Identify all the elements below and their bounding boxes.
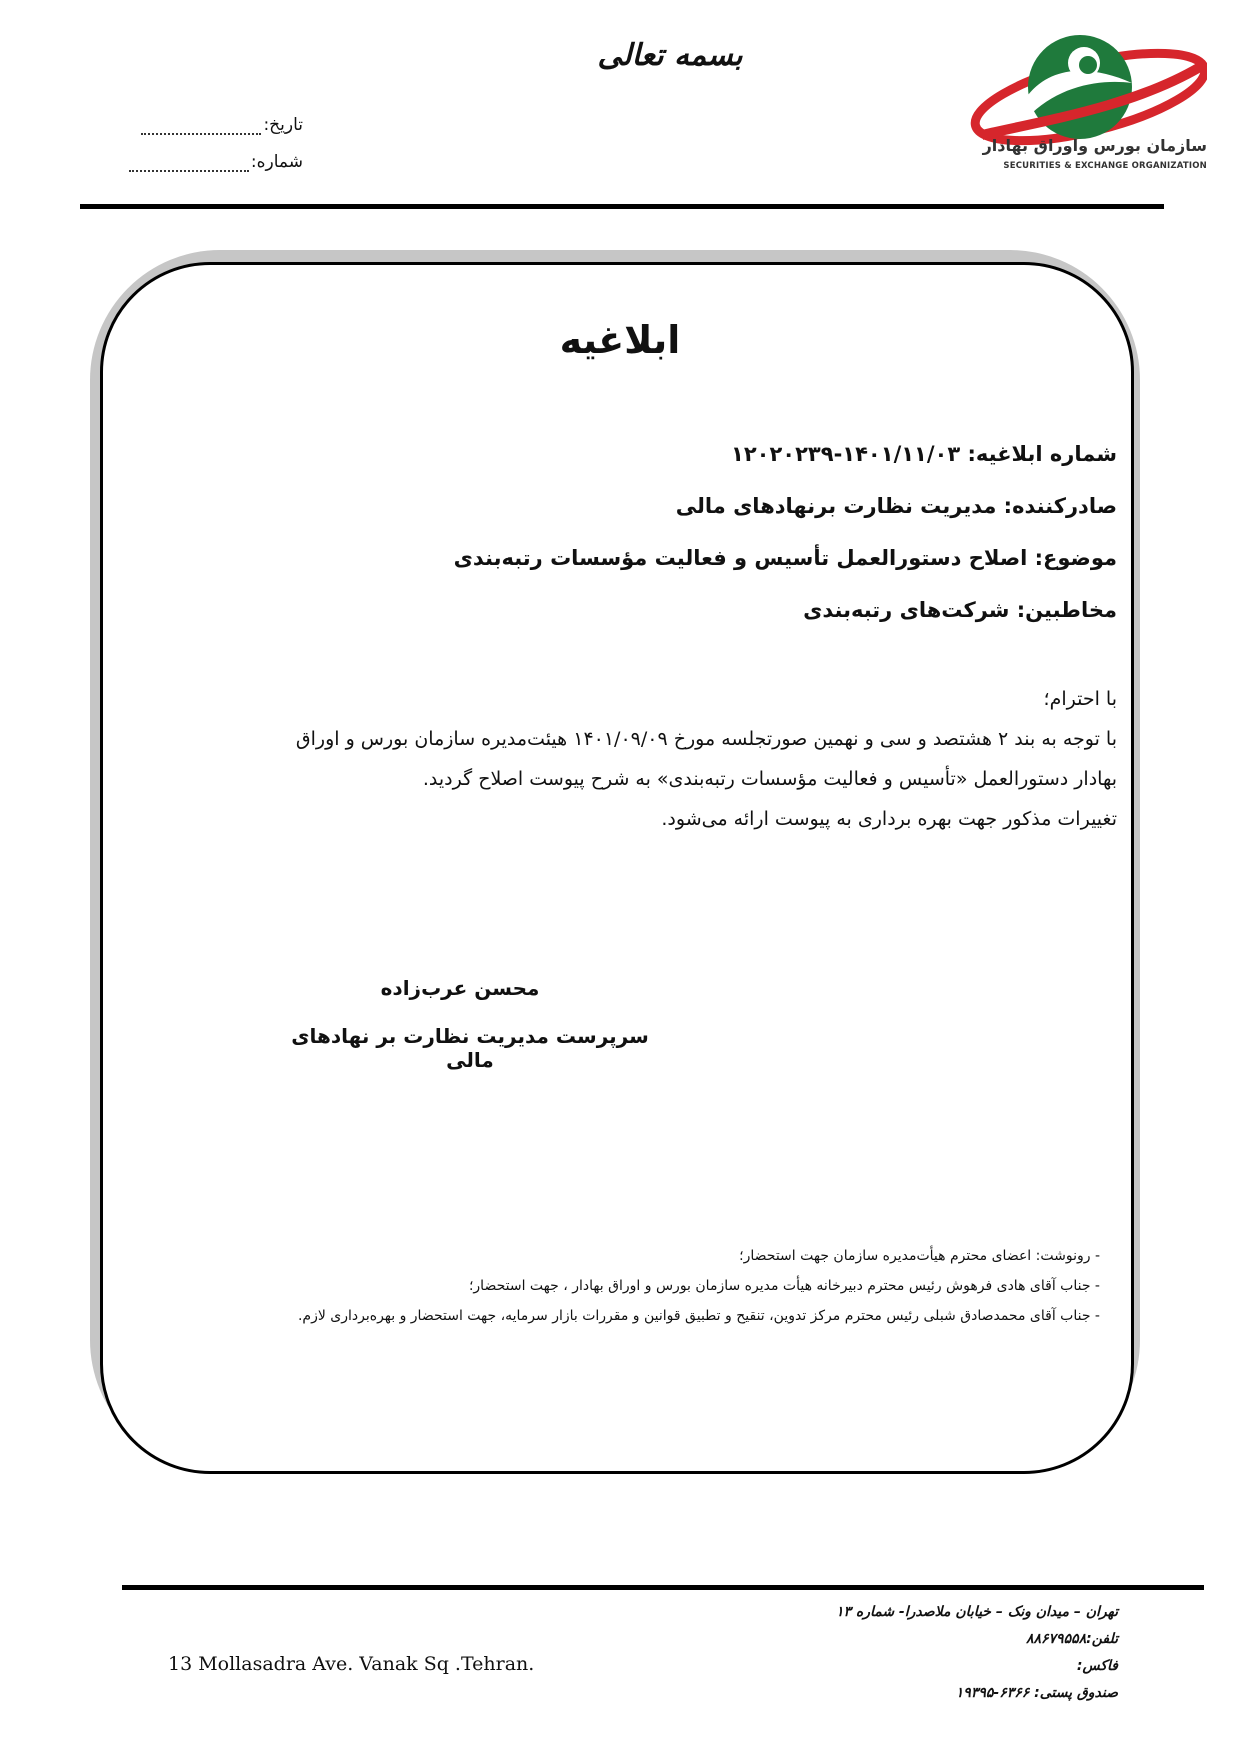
bismillah-heading: بسمه تعالی [597,38,743,73]
notice-number: شماره ابلاغیه: ۱۴۰۱/۱۱/۰۳-۱۲۰۲۰۲۳۹ [731,442,1117,466]
cc-item: - جناب آقای محمدصادق شبلی رئیس محترم مرکز تدوین، تنقیح و تطبیق قوانین و مقررات بازار سرمایه، جهت استحضار و بهره‌برداری لازم. [297,1308,1100,1324]
date-dotted-line [141,133,261,135]
number-dotted-line [129,170,249,172]
signatory-title: سرپرست مدیریت نظارت بر نهادهای مالی [291,1024,649,1072]
header-divider [80,204,1164,209]
date-label: تاریخ: [263,115,303,135]
footer-pobox: صندوق پستی: ۶۳۶۶-۱۹۳۹۵ [955,1685,1118,1701]
notice-issuer: صادرکننده: مدیریت نظارت برنهادهای مالی [675,494,1117,518]
footer-address-en: 13 Mollasadra Ave. Vanak Sq .Tehran. [168,1653,535,1675]
footer-phone: تلفن:۸۸۶۷۹۵۵۸ [1025,1631,1118,1647]
body-line: تغییرات مذکور جهت بهره برداری به پیوست ارائه می‌شود. [661,808,1117,830]
letter-number-label: شماره: [250,152,303,172]
cc-item: - جناب آقای هادی فرهوش رئیس محترم دبیرخانه هیأت مدیره سازمان بورس و اوراق بهادار ، جهت استحضار؛ [468,1278,1100,1294]
body-greeting: با احترام؛ [1043,688,1117,710]
date-field [128,115,303,135]
signatory-name: محسن عرب‌زاده [380,976,540,1000]
body-line: بهادار دستورالعمل «تأسیس و فعالیت مؤسسات رتبه‌بندی» به شرح پیوست اصلاح گردید. [422,768,1117,790]
notice-subject: موضوع: اصلاح دستورالعمل تأسیس و فعالیت مؤسسات رتبه‌بندی [453,546,1117,570]
cc-item: - رونوشت: اعضای محترم هیأت‌مدیره سازمان جهت استحضار؛ [739,1248,1100,1264]
footer-address: تهران – میدان ونک – خیابان ملاصدرا- شماره ۱۳ [835,1604,1118,1620]
logo-name-en: SECURITIES & EXCHANGE ORGANIZATION [1003,161,1207,171]
footer-divider [122,1585,1204,1590]
logo-name-fa: سازمان بورس واوراق بهادار [982,136,1207,155]
body-line: با توجه به بند ۲ هشتصد و سی و نهمین صورتجلسه مورخ ۱۴۰۱/۰۹/۰۹ هیئت‌مدیره سازمان بورس و اوراق [295,728,1117,750]
notice-title: ابلاغیه [559,318,681,362]
footer-fax: فاکس: [1076,1658,1118,1674]
notice-audience: مخاطبین: شرکت‌های رتبه‌بندی [803,598,1117,622]
letter-number-field [128,152,303,172]
